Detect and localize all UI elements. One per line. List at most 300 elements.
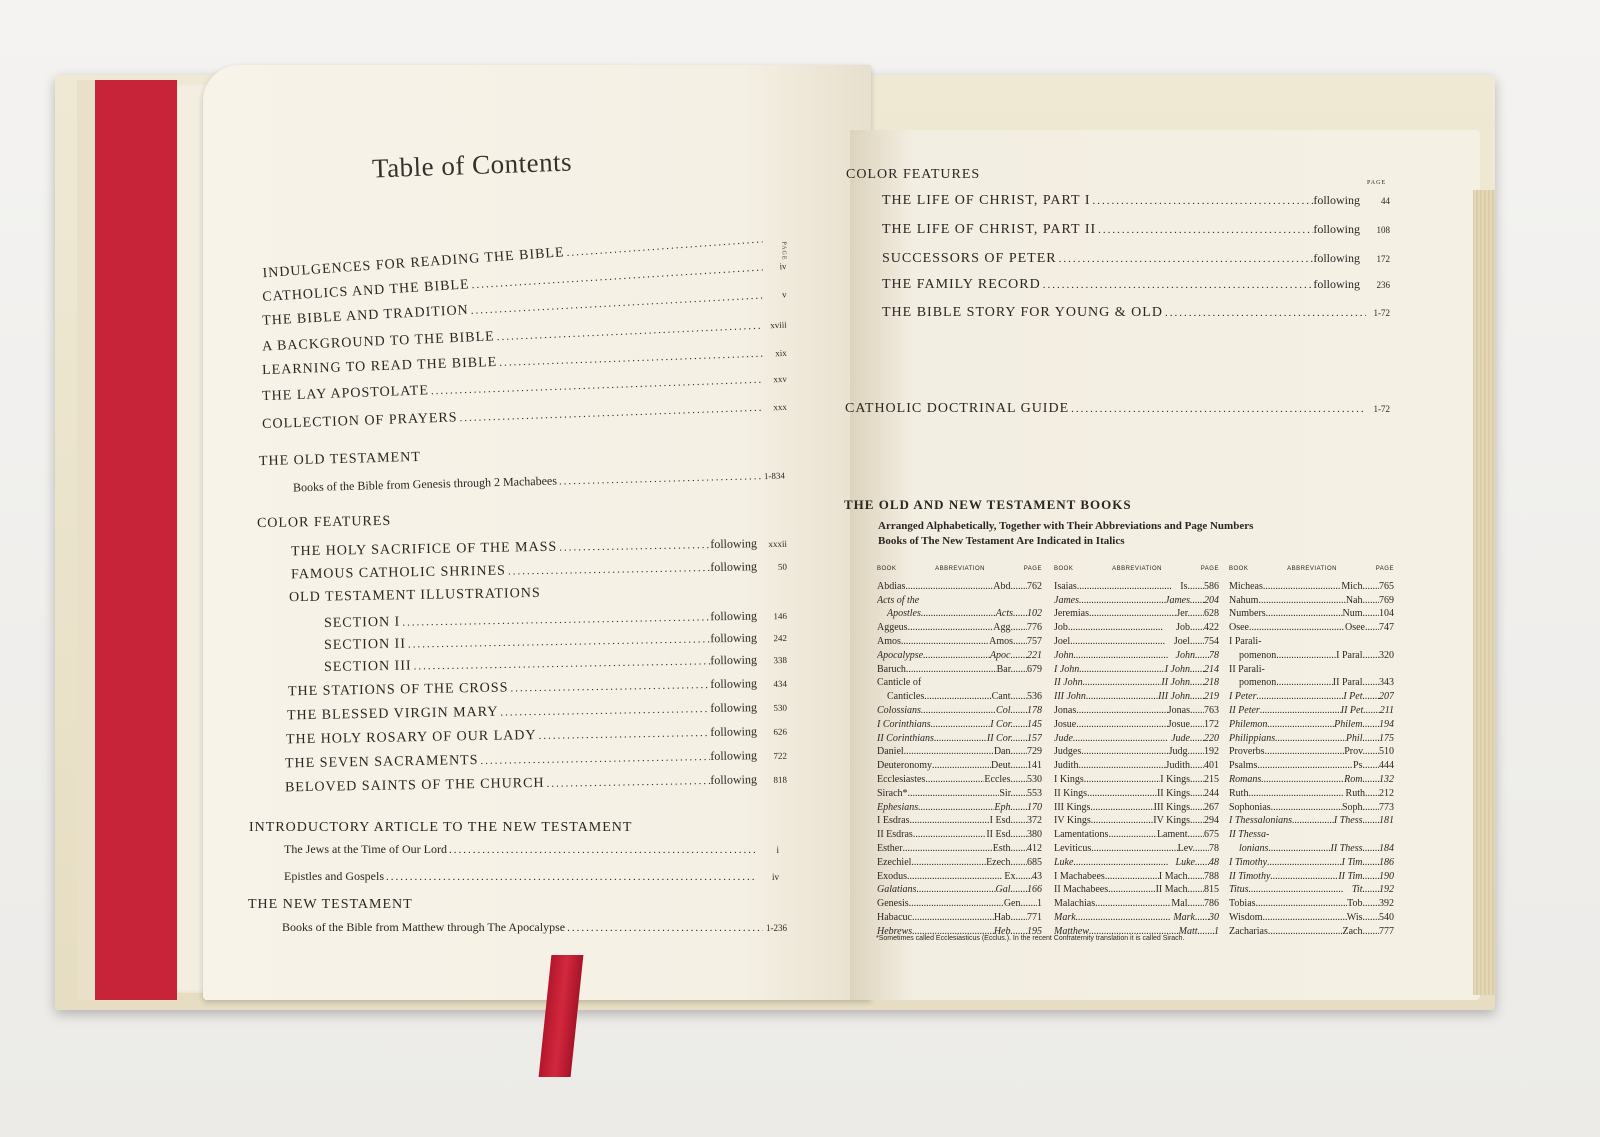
book-page: 765 xyxy=(1379,580,1394,592)
book-name: lonians xyxy=(1239,842,1269,854)
book-page: 1 xyxy=(1037,898,1042,910)
book-row[interactable] xyxy=(1229,828,1394,842)
book-row[interactable] xyxy=(877,787,1042,801)
book-row[interactable] xyxy=(1229,759,1394,773)
toc-entry-following: following xyxy=(1313,251,1360,265)
book-name: Jude xyxy=(1054,732,1073,744)
leader-dots xyxy=(447,844,755,856)
book-name: I Parali- xyxy=(1229,635,1262,647)
book-row[interactable] xyxy=(1054,704,1219,718)
header-page: PAGE xyxy=(1023,566,1042,572)
book-page: 771 xyxy=(1027,911,1042,923)
book-name: Colossians xyxy=(877,704,921,716)
book-row[interactable] xyxy=(1229,911,1394,925)
leader-dots xyxy=(1013,732,1027,746)
leader-dots xyxy=(1023,897,1037,911)
book-abbreviation: Phil. xyxy=(1345,732,1365,744)
leader-dots xyxy=(1013,911,1027,925)
book-row[interactable] xyxy=(1229,690,1394,704)
book-page: 762 xyxy=(1027,580,1042,592)
toc-entry-following: following xyxy=(710,772,758,787)
book-abbreviation: Josue xyxy=(1167,718,1190,730)
book-row[interactable] xyxy=(1229,718,1394,732)
book-abbreviation: I Esd. xyxy=(989,815,1013,827)
book-row[interactable] xyxy=(1229,856,1394,870)
book-row[interactable] xyxy=(1054,649,1219,663)
book-name: Romans xyxy=(1229,773,1262,785)
book-row[interactable] xyxy=(877,718,1042,732)
book-row[interactable] xyxy=(1054,897,1219,911)
toc-entry[interactable] xyxy=(845,401,1390,417)
book-page: 215 xyxy=(1204,773,1219,785)
leader-dots xyxy=(384,871,755,883)
book-page: 43 xyxy=(1032,870,1042,882)
leader-dots xyxy=(1013,635,1027,649)
book-row[interactable] xyxy=(1229,787,1394,801)
leader-dots xyxy=(1076,911,1174,925)
book-page: 211 xyxy=(1379,704,1394,716)
toc-entry-page: 172 xyxy=(1376,254,1390,264)
book-row[interactable] xyxy=(1054,801,1219,815)
leader-dots xyxy=(1079,663,1164,677)
book-row[interactable] xyxy=(1054,842,1219,856)
book-row[interactable] xyxy=(877,856,1042,870)
leader-dots xyxy=(1365,621,1379,635)
leader-dots xyxy=(1190,870,1204,884)
leader-dots xyxy=(1195,911,1209,925)
leader-dots xyxy=(1365,856,1379,870)
left-page xyxy=(203,65,871,1000)
book-name: Aggeus xyxy=(877,622,908,634)
leader-dots xyxy=(918,801,994,815)
footnote: *Sometimes called Ecclesiasticus (Ecclus.). In the recent Confraternity translation it is called Sirach. xyxy=(876,935,1185,942)
book-row[interactable] xyxy=(877,773,1042,787)
toc-entry-page: 50 xyxy=(777,561,788,572)
toc-entry[interactable] xyxy=(882,305,1390,321)
book-row[interactable] xyxy=(1054,856,1219,870)
leader-dots xyxy=(931,718,991,732)
book-row[interactable] xyxy=(1054,676,1219,690)
book-name: Mark xyxy=(1054,911,1076,923)
book-name: pomenon xyxy=(1239,677,1277,689)
book-page: 553 xyxy=(1027,787,1042,799)
leader-dots xyxy=(1258,594,1345,608)
leader-dots xyxy=(924,690,991,704)
book-row[interactable] xyxy=(1229,883,1394,897)
book-row[interactable] xyxy=(877,594,1042,608)
book-page: 763 xyxy=(1204,704,1219,716)
leader-dots xyxy=(1260,704,1341,718)
book-row[interactable] xyxy=(1054,732,1219,746)
book-row[interactable] xyxy=(877,911,1042,925)
toc-entry-title: THE STATIONS OF THE CROSS xyxy=(287,680,509,700)
book-row[interactable] xyxy=(1229,635,1394,649)
book-abbreviation: Ex. xyxy=(1004,870,1018,882)
toc-entry[interactable] xyxy=(882,277,1390,293)
book-row[interactable] xyxy=(877,690,1042,704)
toc-entry[interactable] xyxy=(882,222,1390,238)
toc-entry-title: THE LAY APOSTOLATE xyxy=(261,383,430,405)
leader-dots xyxy=(1190,773,1204,787)
toc-entry-title: BELOVED SAINTS OF THE CHURCH xyxy=(284,775,545,796)
book-row[interactable] xyxy=(1229,704,1394,718)
book-row[interactable] xyxy=(1054,814,1219,828)
book-row[interactable] xyxy=(1054,621,1219,635)
book-abbreviation: Col. xyxy=(996,704,1013,716)
toc-entry-title: SECTION III xyxy=(323,658,412,676)
toc-entry-title: Epistles and Gospels xyxy=(284,869,384,883)
toc-entry-page: 1-236 xyxy=(766,923,787,933)
leader-dots xyxy=(1275,732,1346,746)
toc-entry-title: SECTION I xyxy=(323,614,401,632)
leader-dots xyxy=(1365,787,1379,801)
book-page: 401 xyxy=(1204,760,1219,772)
leader-dots xyxy=(1190,745,1204,759)
toc-entry-title: A BACKGROUND TO THE BIBLE xyxy=(261,329,496,355)
leader-dots xyxy=(1013,759,1027,773)
book-abbreviation: I John xyxy=(1164,663,1190,675)
book-row[interactable] xyxy=(877,704,1042,718)
leader-dots xyxy=(1256,897,1348,911)
book-row[interactable] xyxy=(877,759,1042,773)
books-index-header xyxy=(1054,563,1219,577)
book-page: 194 xyxy=(1379,718,1394,730)
leader-dots xyxy=(1190,663,1204,677)
toc-entry-title: THE BLESSED VIRGIN MARY xyxy=(286,704,499,724)
book-page: 380 xyxy=(1027,829,1042,841)
book-page: 207 xyxy=(1379,691,1394,703)
book-row[interactable] xyxy=(1229,925,1394,939)
leader-dots xyxy=(1268,842,1330,856)
book-row[interactable] xyxy=(1229,607,1394,621)
toc-entry-page: 626 xyxy=(773,726,788,737)
leader-dots xyxy=(1265,745,1345,759)
book-row[interactable] xyxy=(1229,842,1394,856)
book-row[interactable] xyxy=(1229,773,1394,787)
leader-dots xyxy=(1195,649,1209,663)
book-page: 166 xyxy=(1027,884,1042,896)
book-name: Job xyxy=(1054,622,1068,634)
toc-entry-page: iv xyxy=(771,872,779,882)
leader-dots xyxy=(1087,787,1157,801)
book-name: III Kings xyxy=(1054,801,1091,813)
leader-dots xyxy=(508,679,710,695)
book-name: Nahum xyxy=(1229,594,1259,606)
leader-dots xyxy=(1276,649,1336,663)
book-abbreviation: IV Kings xyxy=(1153,815,1190,827)
leader-dots xyxy=(1365,870,1379,884)
toc-entry-page: 44 xyxy=(1381,196,1390,206)
book-row[interactable] xyxy=(1229,621,1394,635)
toc-entry-title: THE HOLY SACRIFICE OF THE MASS xyxy=(290,539,558,560)
book-page: 747 xyxy=(1379,622,1394,634)
leader-dots xyxy=(905,580,993,594)
book-row[interactable] xyxy=(877,828,1042,842)
page-edges xyxy=(1473,190,1495,995)
book-abbreviation: Jer. xyxy=(1176,608,1190,620)
book-name: I Kings xyxy=(1054,773,1084,785)
books-index-column xyxy=(1054,563,1219,939)
book-row[interactable] xyxy=(877,580,1042,594)
book-abbreviation: Heb. xyxy=(993,925,1013,937)
leader-dots xyxy=(1076,718,1168,732)
book-row[interactable] xyxy=(1054,594,1219,608)
book-page: 192 xyxy=(1379,884,1394,896)
book-abbreviation: Cant. xyxy=(991,691,1013,703)
leader-dots xyxy=(908,621,994,635)
book-abbreviation: Gal. xyxy=(995,884,1013,896)
book-row[interactable] xyxy=(1229,870,1394,884)
book-abbreviation: James xyxy=(1165,594,1190,606)
toc-entry-page: xix xyxy=(775,347,788,359)
book-name: Ezechiel xyxy=(877,856,912,868)
book-name: IV Kings xyxy=(1054,815,1091,827)
leader-dots xyxy=(1073,732,1171,746)
leader-dots xyxy=(1276,676,1333,690)
book-page: 757 xyxy=(1027,635,1042,647)
leader-dots xyxy=(904,745,994,759)
book-row[interactable] xyxy=(877,732,1042,746)
book-row[interactable] xyxy=(877,897,1042,911)
toc-entry-title: FAMOUS CATHOLIC SHRINES xyxy=(290,563,507,583)
leader-dots xyxy=(1190,828,1204,842)
book-abbreviation: II Kings xyxy=(1156,787,1190,799)
book-row[interactable] xyxy=(1054,883,1219,897)
leader-dots xyxy=(1365,594,1379,608)
book-page: 178 xyxy=(1027,704,1042,716)
leader-dots xyxy=(1013,801,1027,815)
book-row[interactable] xyxy=(877,842,1042,856)
toc-entry-page: 530 xyxy=(773,702,788,713)
book-name: Exodus xyxy=(877,870,907,882)
leader-dots xyxy=(1365,607,1379,621)
book-name: Wisdom xyxy=(1229,911,1263,923)
book-row[interactable] xyxy=(877,801,1042,815)
book-row[interactable] xyxy=(1229,732,1394,746)
book-row[interactable] xyxy=(877,607,1042,621)
leader-dots xyxy=(1057,253,1314,265)
leader-dots xyxy=(1013,690,1027,704)
book-abbreviation: Lament. xyxy=(1156,829,1190,841)
leader-dots xyxy=(1190,787,1204,801)
book-row[interactable] xyxy=(1054,690,1219,704)
book-page: 214 xyxy=(1204,663,1219,675)
leader-dots xyxy=(506,562,711,578)
toc-entry-page: 242 xyxy=(773,632,788,644)
book-page: 181 xyxy=(1379,815,1394,827)
book-row[interactable] xyxy=(1054,759,1219,773)
book-row[interactable] xyxy=(1054,580,1219,594)
leader-dots xyxy=(1365,732,1379,746)
toc-entry-following: following xyxy=(710,700,758,715)
toc-entry-title: THE SEVEN SACRAMENTS xyxy=(284,753,479,772)
header-page: PAGE xyxy=(1375,566,1394,572)
leader-dots xyxy=(907,870,1004,884)
book-row[interactable] xyxy=(877,663,1042,677)
book-name: Titus xyxy=(1229,884,1249,896)
book-abbreviation: Job xyxy=(1176,622,1190,634)
book-name: Leviticus xyxy=(1054,842,1092,854)
toc-entry-page: 338 xyxy=(773,654,788,666)
book-page: 30 xyxy=(1209,911,1219,923)
book-name: II Kings xyxy=(1054,787,1088,799)
book-row[interactable] xyxy=(1229,897,1394,911)
leader-dots xyxy=(1013,718,1027,732)
book-row[interactable] xyxy=(1054,663,1219,677)
book-name: Sirach* xyxy=(877,787,908,799)
book-name: Luke xyxy=(1054,856,1074,868)
toc-entry[interactable] xyxy=(284,869,779,884)
toc-entry-page: 722 xyxy=(773,750,788,761)
leader-dots xyxy=(1365,718,1379,732)
book-abbreviation: Zach. xyxy=(1342,925,1365,937)
leader-dots xyxy=(1163,307,1366,319)
book-row[interactable] xyxy=(877,621,1042,635)
leader-dots xyxy=(1096,224,1313,236)
book-abbreviation: Agg. xyxy=(993,622,1013,634)
leader-dots xyxy=(1108,828,1157,842)
header-abbr: ABBREVIATION xyxy=(935,566,985,572)
toc-entry[interactable] xyxy=(882,251,1390,267)
book-name: Apostles xyxy=(887,608,921,620)
book-page: 628 xyxy=(1204,608,1219,620)
header-abbr: ABBREVIATION xyxy=(1287,566,1337,572)
book-name: Judges xyxy=(1054,746,1082,758)
leader-dots xyxy=(1270,870,1338,884)
book-name: Apocalypse xyxy=(877,649,924,661)
toc-entry-following: following xyxy=(710,536,758,552)
book-abbreviation: Ps. xyxy=(1353,760,1365,772)
leader-dots xyxy=(1190,814,1204,828)
book-name: I Thessalonians xyxy=(1229,815,1293,827)
toc-entry-title: SUCCESSORS OF PETER xyxy=(882,251,1057,266)
leader-dots xyxy=(1257,759,1353,773)
book-row[interactable] xyxy=(1229,814,1394,828)
book-abbreviation: Prov. xyxy=(1344,746,1365,758)
book-name: I Machabees xyxy=(1054,870,1105,882)
leader-dots xyxy=(906,663,997,677)
book-page: 175 xyxy=(1379,732,1394,744)
section-heading-color-features: COLOR FEATURES xyxy=(256,513,392,532)
book-row[interactable] xyxy=(1054,911,1219,925)
toc-entry-following: following xyxy=(710,652,758,668)
book-name: III John xyxy=(1054,691,1086,703)
book-name: Ephesians xyxy=(877,801,919,813)
leader-dots xyxy=(1069,403,1366,415)
book-page: 104 xyxy=(1379,608,1394,620)
leader-dots xyxy=(1190,594,1204,608)
page-title: Table of Contents xyxy=(371,146,573,184)
book-abbreviation: II Paral. xyxy=(1332,677,1365,689)
book-row[interactable] xyxy=(877,745,1042,759)
leader-dots xyxy=(1190,883,1204,897)
leader-dots xyxy=(1190,897,1204,911)
book-name: Baruch xyxy=(877,663,906,675)
book-row[interactable] xyxy=(1054,787,1219,801)
book-abbreviation: Luke xyxy=(1175,856,1195,868)
leader-dots xyxy=(1365,580,1379,594)
book-abbreviation: I Mach. xyxy=(1158,870,1190,882)
leader-dots xyxy=(1089,607,1176,621)
book-row[interactable] xyxy=(877,676,1042,690)
leader-dots xyxy=(916,883,995,897)
book-row[interactable] xyxy=(1229,676,1394,690)
book-row[interactable] xyxy=(1229,580,1394,594)
book-name: Malachias xyxy=(1054,898,1096,910)
book-page: 777 xyxy=(1379,925,1394,937)
book-row[interactable] xyxy=(1229,663,1394,677)
toc-entry-page xyxy=(763,241,787,243)
leader-dots xyxy=(536,727,710,742)
book-row[interactable] xyxy=(1054,718,1219,732)
leader-dots xyxy=(412,655,711,672)
book-page: 786 xyxy=(1204,898,1219,910)
book-name: Jonas xyxy=(1054,704,1077,716)
leader-dots xyxy=(1091,842,1177,856)
leader-dots xyxy=(925,773,984,787)
leader-dots xyxy=(1090,195,1313,207)
header-page: PAGE xyxy=(1200,566,1219,572)
book-abbreviation: III John xyxy=(1158,691,1190,703)
book-page: 294 xyxy=(1204,815,1219,827)
leader-dots xyxy=(1365,690,1379,704)
book-row[interactable] xyxy=(877,814,1042,828)
toc-entry[interactable] xyxy=(284,842,779,857)
leader-dots xyxy=(1365,842,1379,856)
book-row[interactable] xyxy=(1229,745,1394,759)
book-row[interactable] xyxy=(1229,649,1394,663)
book-row[interactable] xyxy=(1054,745,1219,759)
book-page: 540 xyxy=(1379,911,1394,923)
books-index-note: Books of The New Testament Are Indicated in Italics xyxy=(878,535,1125,547)
toc-entry-title: The Jews at the Time of Our Lord xyxy=(284,842,447,856)
book-name: Habacuc xyxy=(877,911,912,923)
leader-dots xyxy=(1190,704,1204,718)
book-row[interactable] xyxy=(877,649,1042,663)
page-column-label-right: PAGE xyxy=(1367,180,1387,186)
toc-entry-page: 146 xyxy=(773,610,788,622)
books-index-column xyxy=(1229,563,1394,939)
book-row[interactable] xyxy=(1054,607,1219,621)
book-row[interactable] xyxy=(877,635,1042,649)
toc-entry-title: Books of the Bible from Matthew through The Apocalypse xyxy=(282,920,566,934)
book-row[interactable] xyxy=(1054,773,1219,787)
book-abbreviation: Ezech. xyxy=(986,856,1013,868)
book-name: Genesis xyxy=(877,898,909,910)
book-row[interactable] xyxy=(1229,801,1394,815)
leader-dots xyxy=(498,703,710,719)
book-row[interactable] xyxy=(1054,635,1219,649)
toc-entry[interactable] xyxy=(282,920,787,935)
book-row[interactable] xyxy=(1229,594,1394,608)
book-abbreviation: Judith xyxy=(1165,760,1190,772)
book-abbreviation: Acts xyxy=(995,608,1013,620)
book-page: 392 xyxy=(1379,898,1394,910)
book-row[interactable] xyxy=(877,870,1042,884)
book-row[interactable] xyxy=(1054,828,1219,842)
toc-entry[interactable] xyxy=(882,193,1390,209)
book-abbreviation: Is. xyxy=(1180,580,1190,592)
toc-entry-title: CATHOLICS AND THE BIBLE xyxy=(262,277,470,306)
leader-dots xyxy=(1190,607,1204,621)
book-abbreviation: Esth. xyxy=(992,842,1013,854)
toc-entry-page: 434 xyxy=(773,678,788,689)
book-row[interactable] xyxy=(877,883,1042,897)
toc-entry-page: 1-72 xyxy=(1373,404,1390,414)
book-abbreviation: II John xyxy=(1161,677,1190,689)
book-row[interactable] xyxy=(1054,870,1219,884)
book-abbreviation: Sir. xyxy=(999,787,1013,799)
